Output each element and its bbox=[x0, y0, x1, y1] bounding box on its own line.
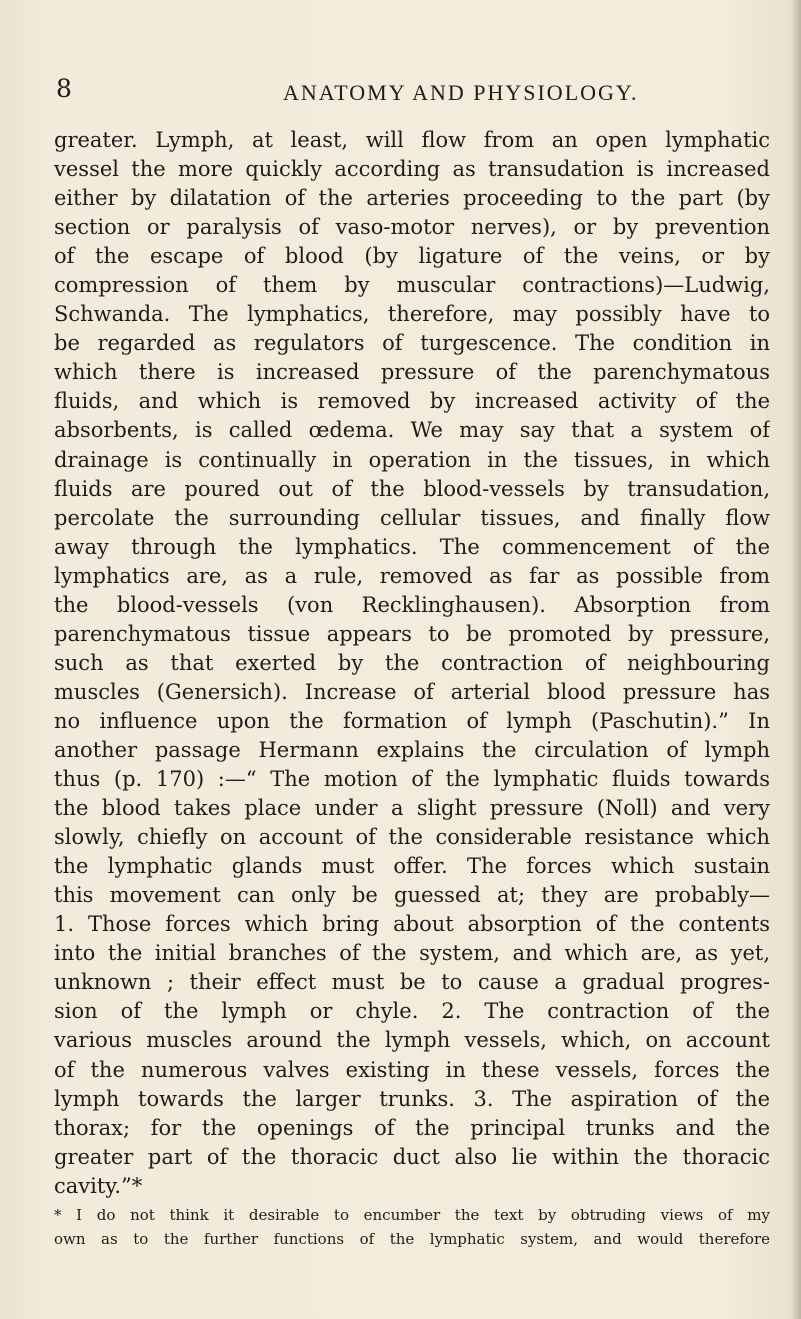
text-line: fluids are poured out of the blood-vessels by transudation, bbox=[54, 476, 770, 501]
text-line: fluids, and which is removed by increased activity of the bbox=[54, 389, 770, 414]
text-line: vessel the more quickly according as transudation is increased bbox=[54, 157, 770, 182]
text-line: greater part of the thoracic duct also lie within the thoracic bbox=[54, 1144, 770, 1169]
text-line: the blood-vessels (von Recklinghausen). Absorption from bbox=[54, 592, 770, 617]
text-line: either by dilatation of the arteries proceeding to the part (by bbox=[54, 186, 770, 211]
text-line: Schwanda. The lymphatics, therefore, may possibly have to bbox=[54, 302, 770, 327]
text-line: various muscles around the lymph vessels, which, on account bbox=[54, 1028, 770, 1053]
text-line: slowly, chiefly on account of the considerable resistance which bbox=[54, 825, 770, 850]
text-line: be regarded as regulators of turgescence. The condition in bbox=[54, 331, 770, 356]
text-line: thorax; for the openings of the principal trunks and the bbox=[54, 1115, 770, 1140]
text-line: 1. Those forces which bring about absorption of the contents bbox=[54, 912, 770, 937]
text-line: into the initial branches of the system, and which are, as yet, bbox=[54, 941, 770, 966]
text-line: no influence upon the formation of lymph (Paschutin).” In bbox=[54, 708, 770, 733]
text-line: the lymphatic glands must offer. The forces which sustain bbox=[54, 854, 770, 879]
text-line: unknown ; their effect must be to cause a gradual progres- bbox=[54, 970, 770, 995]
text-line: another passage Hermann explains the circulation of lymph bbox=[54, 737, 770, 762]
text-line: lymph towards the larger trunks. 3. The aspiration of the bbox=[54, 1086, 770, 1111]
text-line: the blood takes place under a slight pressure (Noll) and very bbox=[54, 796, 770, 821]
text-line: thus (p. 170) :—“ The motion of the lymphatic fluids towards bbox=[54, 767, 770, 792]
body-text bbox=[54, 126, 770, 1251]
text-line: compression of them by muscular contractions)—Ludwig, bbox=[54, 273, 770, 298]
text-line: lymphatics are, as a rule, removed as far as possible from bbox=[54, 563, 770, 588]
text-line: parenchymatous tissue appears to be promoted by pressure, bbox=[54, 621, 770, 646]
page-header bbox=[0, 74, 801, 114]
running-head: ANATOMY AND PHYSIOLOGY. bbox=[283, 80, 639, 105]
text-line: of the numerous valves existing in these vessels, forces the bbox=[54, 1057, 770, 1082]
text-line: drainage is continually in operation in the tissues, in which bbox=[54, 447, 770, 472]
text-line: away through the lymphatics. The commencement of the bbox=[54, 534, 770, 559]
text-line: percolate the surrounding cellular tissues, and finally flow bbox=[54, 505, 770, 530]
text-line: absorbents, is called œdema. We may say that a system of bbox=[54, 418, 770, 443]
page-edge-shadow bbox=[791, 0, 801, 1319]
text-line: section or paralysis of vaso-motor nerves), or by prevention bbox=[54, 215, 770, 240]
text-line: of the escape of blood (by ligature of the veins, or by bbox=[54, 244, 770, 269]
text-line: sion of the lymph or chyle. 2. The contraction of the bbox=[54, 999, 770, 1024]
text-line: cavity.”* bbox=[54, 1173, 143, 1198]
page-number: 8 bbox=[56, 74, 73, 103]
text-line: which there is increased pressure of the parenchymatous bbox=[54, 360, 770, 385]
footnote-line: * I do not think it desirable to encumber the text by obtruding views of my bbox=[54, 1205, 770, 1224]
text-line: such as that exerted by the contraction of neighbouring bbox=[54, 650, 770, 675]
text-line: this movement can only be guessed at; they are probably— bbox=[54, 883, 770, 908]
text-line: greater. Lymph, at least, will flow from an open lymphatic bbox=[54, 128, 770, 152]
footnote-line: own as to the further functions of the lymphatic system, and would therefore bbox=[54, 1229, 770, 1248]
text-line: muscles (Genersich). Increase of arterial blood pressure has bbox=[54, 679, 770, 704]
